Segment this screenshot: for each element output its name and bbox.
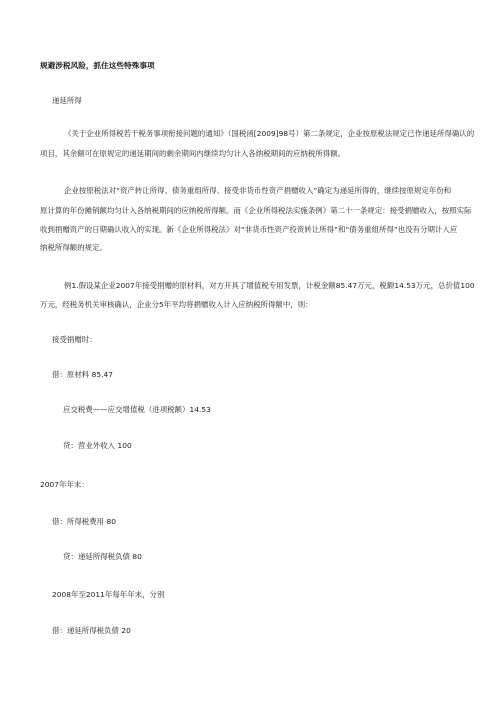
paragraph-3-line-2: 万元，经税务机关审核确认，企业分5年平均将捐赠收入计入应纳税所得额中，则： [40, 300, 313, 309]
journal-entry-8: 2008年至2011年每年年末，分别 [52, 590, 165, 599]
paragraph-2-line-2: 原计算的年份摊销额均匀计入各纳税期间的应纳税所得额。而《企业所得税法实施条例》第二十一条规定：接受捐赠收入，按照实际 [40, 206, 472, 215]
paragraph-1-line-1: 《关于企业所得税若干税务事项衔接问题的通知》（国税函[2009]98号）第二条规定，企业按原税法规定已作递延所得确认的 [64, 129, 475, 138]
journal-entry-3: 应交税费——应交增值税（进项税额）14.53 [63, 405, 211, 414]
journal-entry-1: 接受捐赠时： [52, 335, 97, 344]
journal-entry-7: 贷：递延所得税负债 80 [63, 552, 142, 561]
journal-entry-6: 借：所得税费用 80 [52, 517, 116, 526]
journal-entry-9: 借：递延所得税负债 20 [52, 626, 131, 635]
paragraph-1-line-2: 项目，其余额可在原规定的递延期间的剩余期间内继续均匀计入各纳税期间的应纳税所得额。 [40, 149, 346, 158]
journal-entry-4: 贷：营业外收入 100 [63, 441, 132, 450]
journal-entry-2: 借：原材料 85.47 [52, 370, 114, 379]
section-heading: 递延所得 [52, 96, 82, 105]
paragraph-3-line-1: 例1.假设某企业2007年接受捐赠的原材料，对方开具了增值税专用发票，计税金额85.47万元，税额14.53万元，总价值100 [64, 281, 475, 290]
paragraph-2-line-4: 纳税所得额的规定。 [40, 243, 107, 252]
paragraph-2-line-3: 收到捐赠资产的日期确认收入的实现。新《企业所得税法》对“非货币性资产投资转让所得”和“债务重组所得”也没有分期计入应 [40, 225, 458, 234]
journal-entry-5: 2007年年末： [40, 480, 89, 489]
document-title: 规避涉税风险，抓住这些特殊事项 [40, 61, 155, 70]
paragraph-2-line-1: 企业按原税法对“资产转让所得、债务重组所得、接受非货币性资产捐赠收入”确定为递延所得的，继续按原规定年份和 [64, 186, 452, 195]
